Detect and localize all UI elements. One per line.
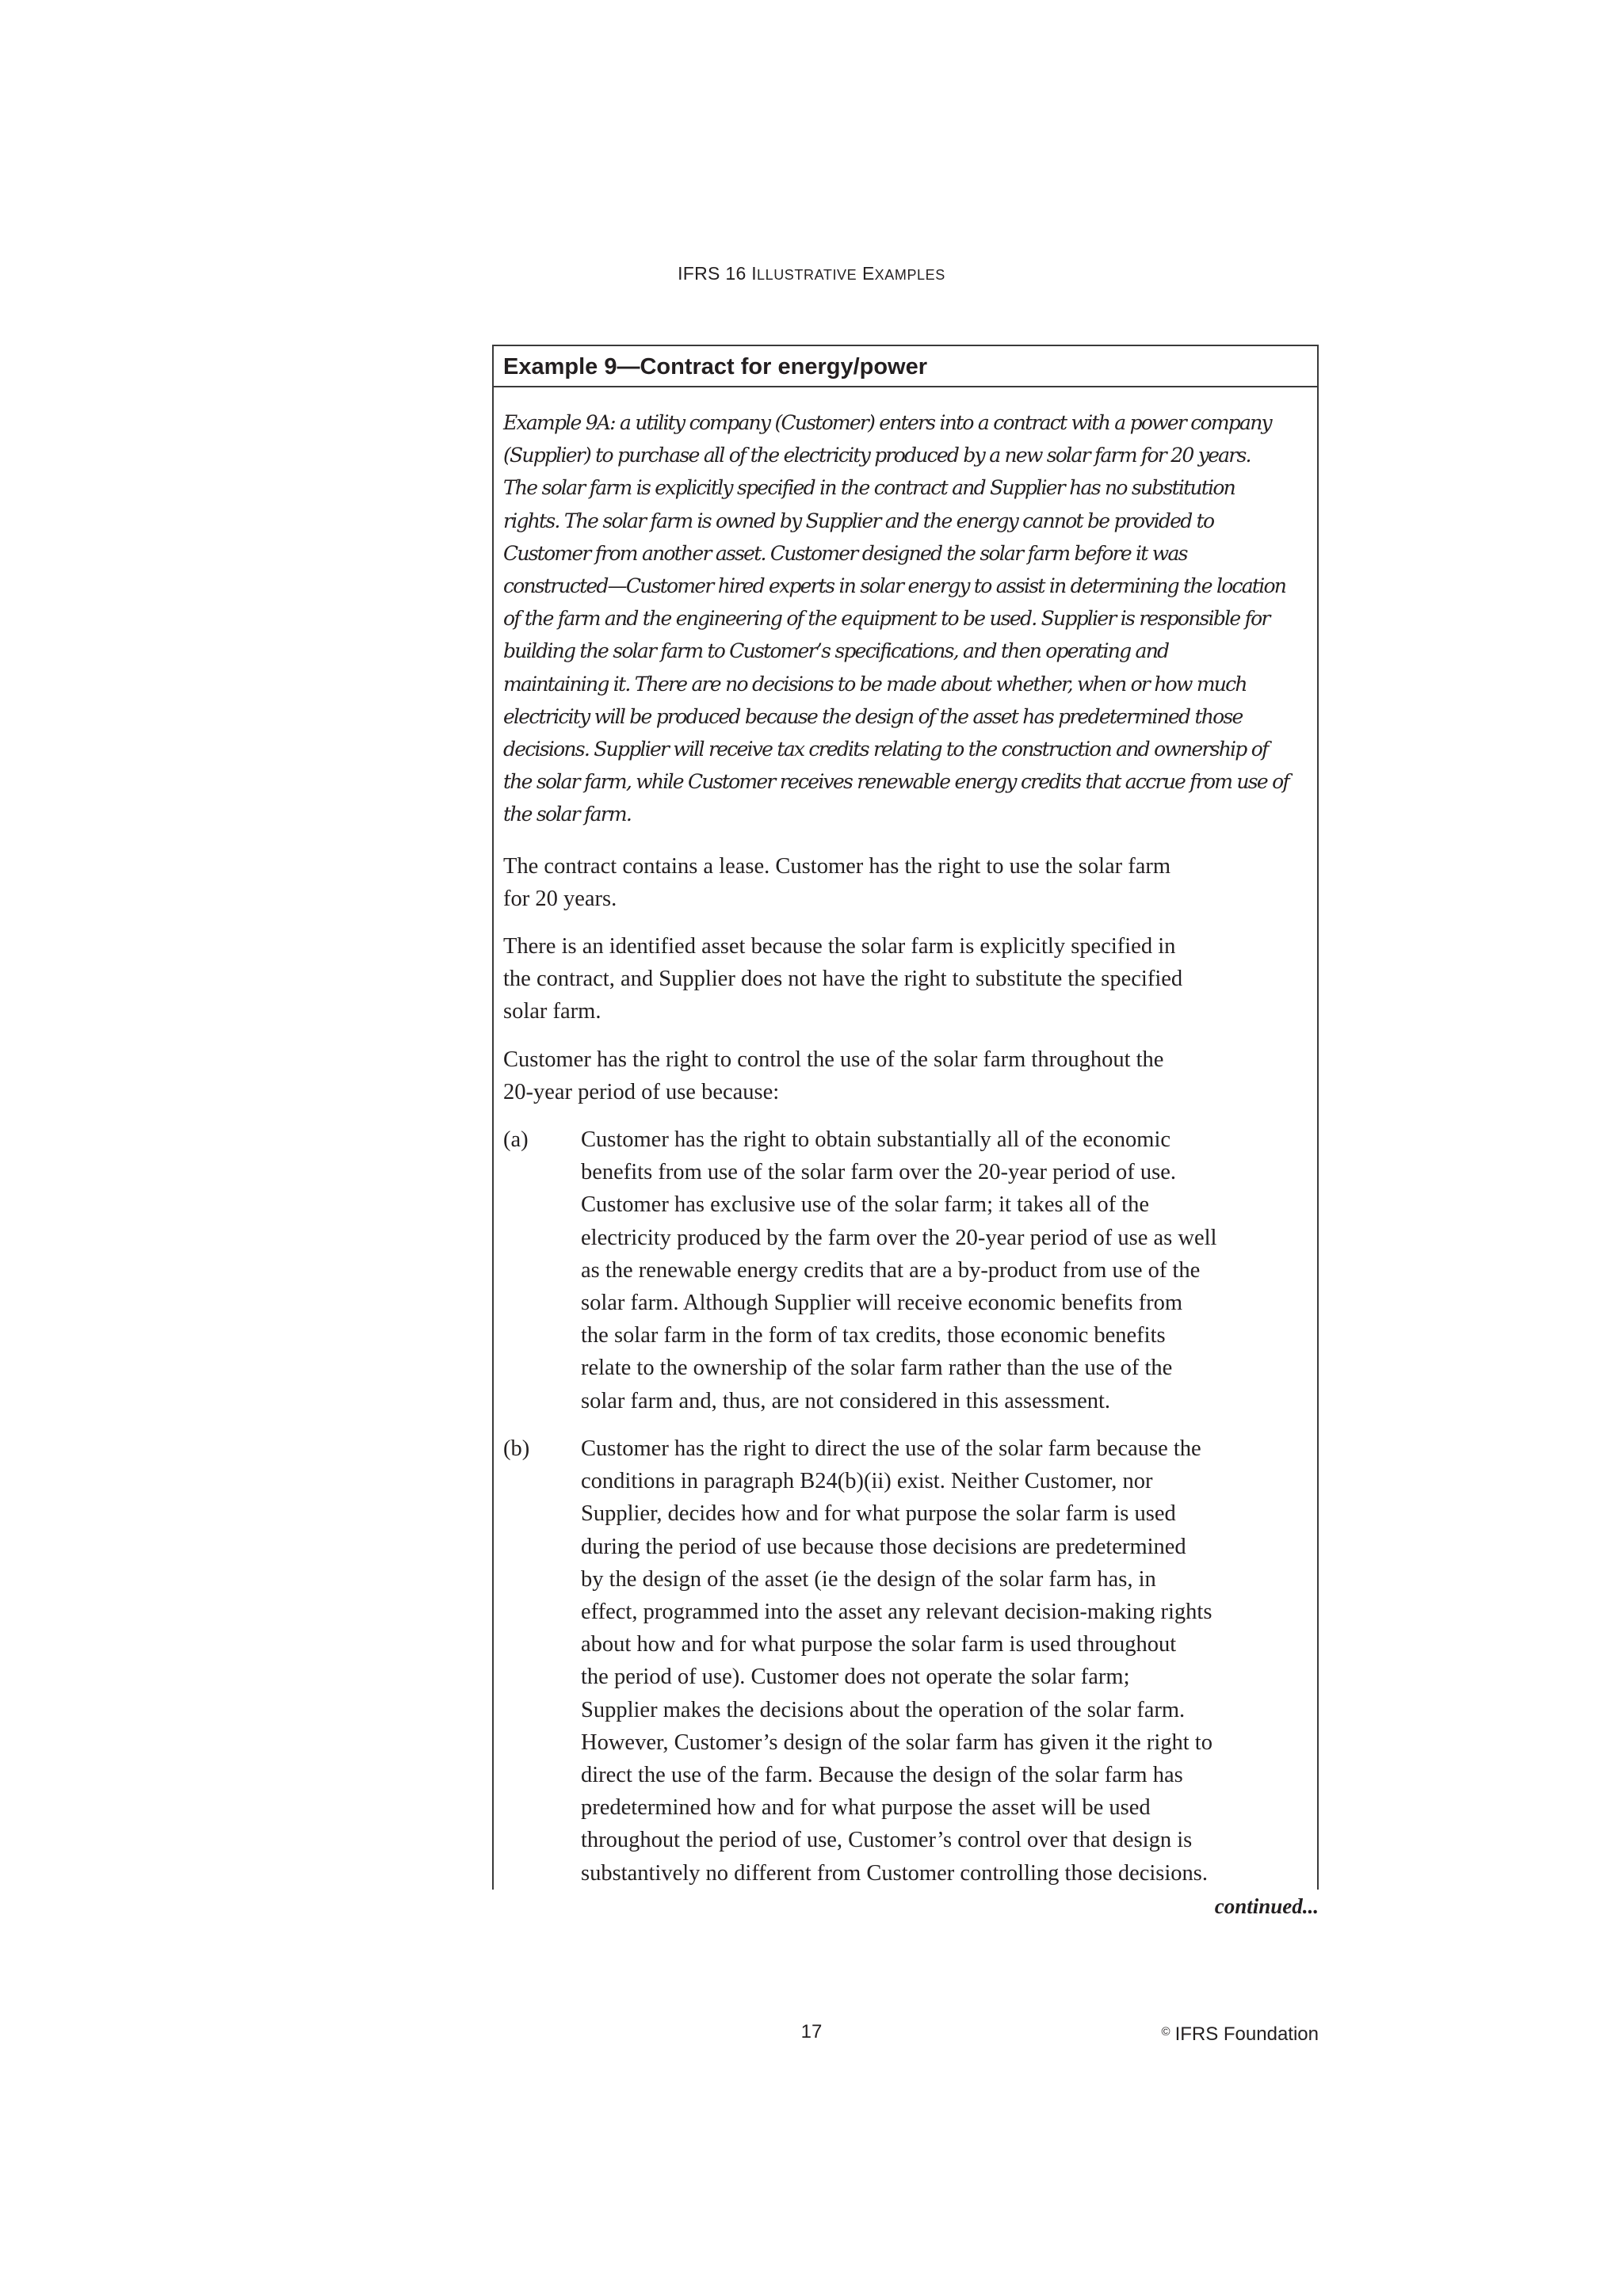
header-initial: E (861, 263, 875, 284)
header-small-caps: XAMPLES (874, 267, 945, 283)
scenario-line: electricity will be produced because the design of the asset has predetermined those (503, 704, 1243, 728)
scenario-line: the solar farm. (503, 803, 632, 826)
list-item-line: Customer has the right to direct the use of the solar farm because the (581, 1436, 1201, 1461)
copyright-text: IFRS Foundation (1174, 2023, 1319, 2045)
list-item-line: Supplier, decides how and for what purpose the solar farm is used (581, 1501, 1176, 1527)
scenario-line: Example 9A: a utility company (Customer) enters into a contract with a power company (503, 411, 1271, 434)
example-title: Example 9—Contract for energy/power (494, 346, 1317, 387)
header-word-illustrative (751, 263, 857, 284)
scenario-line: building the solar farm to Customer’s specifications, and then operating and (503, 639, 1169, 663)
paragraph-line: for 20 years. (503, 886, 617, 911)
list-item-label: (a) (503, 1127, 529, 1153)
list-item-line: effect, programmed into the asset any relevant decision-making rights (581, 1599, 1212, 1624)
running-header (0, 263, 1623, 284)
paragraph-line: 20-year period of use because: (503, 1079, 780, 1104)
list-item-line: throughout the period of use, Customer’s control over that design is (581, 1828, 1193, 1853)
paragraph-line: The contract contains a lease. Customer has the right to use the solar farm (503, 853, 1171, 879)
list-item-line: predetermined how and for what purpose the asset will be used (581, 1795, 1151, 1821)
scenario-line: of the farm and the engineering of the equipment to be used. Supplier is responsible for (503, 607, 1270, 631)
list-item-label: (b) (503, 1436, 530, 1461)
list-item-b (503, 1432, 1308, 1890)
paragraph-identified-asset (503, 930, 1308, 1028)
header-word-examples (862, 263, 945, 284)
paragraph-right-to-control (503, 1043, 1308, 1108)
list-item-line: electricity produced by the farm over the 20-year period of use as well (581, 1225, 1217, 1250)
list-item-line: benefits from use of the solar farm over the 20-year period of use. (581, 1160, 1177, 1185)
continued-marker: continued... (1214, 1894, 1319, 1918)
copyright-notice (1162, 2019, 1319, 2048)
page-number: 17 (800, 2021, 823, 2042)
scenario-line: rights. The solar farm is owned by Supplier and the energy cannot be provided to (503, 509, 1214, 532)
paragraph-line: There is an identified asset because the solar farm is explicitly specified in (503, 934, 1176, 959)
scenario-line: The solar farm is explicitly specified in the contract and Supplier has no substitution (503, 476, 1235, 500)
list-item-line: relate to the ownership of the solar farm rather than the use of the (581, 1356, 1173, 1381)
header-initial: I (751, 263, 757, 284)
scenario-line: constructed—Customer hired experts in solar energy to assist in determining the location (503, 574, 1286, 598)
list-item-line: Customer has exclusive use of the solar farm; it takes all of the (581, 1192, 1150, 1218)
list-item-line: solar farm. Although Supplier will receive economic benefits from (581, 1291, 1182, 1316)
scenario-text (503, 406, 1308, 831)
example-box (492, 345, 1319, 1890)
header-prefix: IFRS 16 (678, 263, 752, 284)
scenario-line: maintaining it. There are no decisions to be made about whether, when or how much (503, 672, 1247, 696)
scenario-line: decisions. Supplier will receive tax credits relating to the construction and ownership of (503, 738, 1268, 761)
paragraph-line: Customer has the right to control the use of the solar farm throughout the (503, 1047, 1164, 1072)
list-item-line: by the design of the asset (ie the design of the solar farm has, in (581, 1566, 1156, 1592)
list-item-line: solar farm and, thus, are not considered in this assessment. (581, 1388, 1111, 1413)
list-item-line: the solar farm in the form of tax credits, those economic benefits (581, 1323, 1166, 1348)
scenario-line: (Supplier) to purchase all of the electricity produced by a new solar farm for 20 years. (503, 444, 1251, 467)
list-item-line: Supplier makes the decisions about the operation of the solar farm. (581, 1697, 1186, 1722)
list-item-line: However, Customer’s design of the solar farm has given it the right to (581, 1730, 1212, 1755)
list-item-line: direct the use of the farm. Because the design of the solar farm has (581, 1762, 1183, 1787)
list-item-line: as the renewable energy credits that are a by-product from use of the (581, 1257, 1201, 1283)
list-item-line: Customer has the right to obtain substantially all of the economic (581, 1127, 1171, 1153)
paragraph-lease-conclusion (503, 850, 1308, 915)
copyright-symbol: © (1161, 2025, 1170, 2039)
scenario-line: Customer from another asset. Customer designed the solar farm before it was (503, 541, 1187, 565)
page-footer (0, 2019, 1623, 2046)
list-item-line: about how and for what purpose the solar farm is used throughout (581, 1632, 1177, 1657)
example-body (494, 387, 1317, 1890)
list-item-a (503, 1123, 1308, 1417)
header-small-caps: LLUSTRATIVE (756, 267, 857, 283)
paragraph-line: solar farm. (503, 999, 601, 1024)
list-item-line: substantively no different from Customer controlling those decisions. (581, 1860, 1209, 1886)
list-item-line: during the period of use because those decisions are predetermined (581, 1534, 1186, 1559)
list-item-line: conditions in paragraph B24(b)(ii) exist. Neither Customer, nor (581, 1469, 1153, 1494)
list-item-line: the period of use). Customer does not operate the solar farm; (581, 1665, 1130, 1690)
paragraph-line: the contract, and Supplier does not have the right to substitute the specified (503, 967, 1183, 992)
scenario-line: the solar farm, while Customer receives renewable energy credits that accrue from use of (503, 770, 1289, 794)
